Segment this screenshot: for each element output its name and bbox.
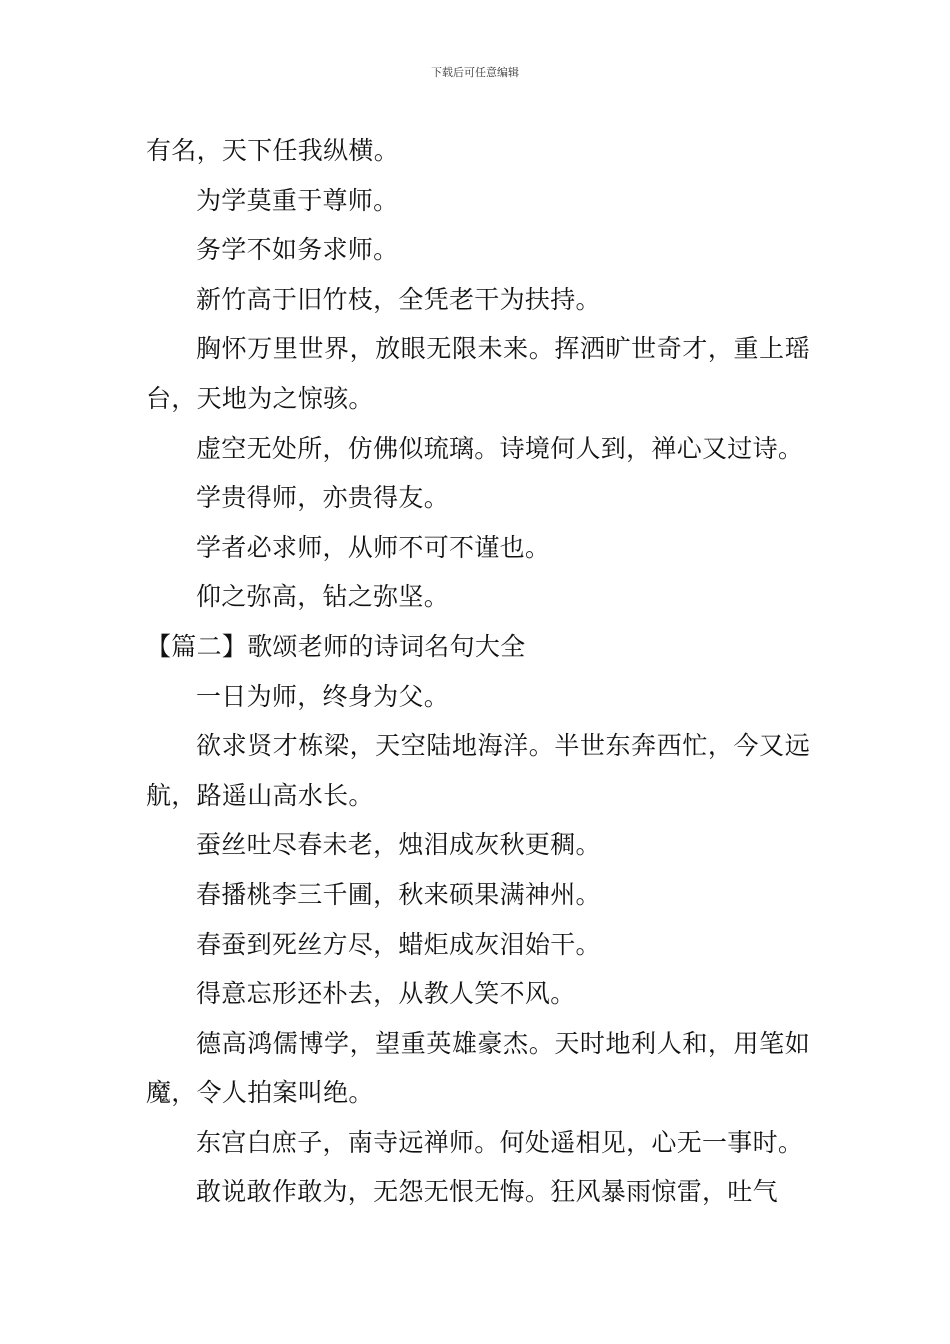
section-heading: 【篇二】歌颂老师的诗词名句大全 [146,631,526,661]
document-body [146,126,810,1217]
paragraph: 蚕丝吐尽春未老，烛泪成灰秋更稠。 [196,830,601,860]
paragraph: 有名，天下任我纵横。 [146,136,400,165]
paragraph: 欲求贤才栋梁，天空陆地海洋。半世东奔西忙，今又远航，路遥山高水长。 [146,731,810,810]
paragraph: 仰之弥高，钻之弥坚。 [196,582,450,612]
paragraph: 春蚕到死丝方尽，蜡炬成灰泪始干。 [196,929,601,959]
paragraph: 得意忘形还朴去，从教人笑不风。 [196,979,576,1009]
paragraph: 敢说敢作敢为，无怨无恨无悔。狂风暴雨惊雷，吐气 [196,1177,778,1207]
paragraph: 虚空无处所，仿佛似琉璃。诗境何人到，禅心又过诗。 [196,433,804,463]
paragraph: 东宫白庶子，南寺远禅师。何处遥相见，心无一事时。 [196,1127,804,1157]
paragraph: 胸怀万里世界，放眼无限未来。挥洒旷世奇才，重上瑶台，天地为之惊骇。 [146,334,810,413]
paragraph: 务学不如务求师。 [196,235,399,265]
paragraph: 新竹高于旧竹枝，全凭老干为扶持。 [196,284,601,314]
paragraph: 春播桃李三千圃，秋来硕果满神州。 [196,879,601,909]
paragraph: 学贵得师，亦贵得友。 [196,483,450,513]
page-header: 下载后可任意编辑 [431,66,519,79]
paragraph: 学者必求师，从师不可不谨也。 [196,532,551,562]
paragraph: 德高鸿儒博学，望重英雄豪杰。天时地利人和，用笔如魔，令人拍案叫绝。 [146,1028,810,1108]
paragraph: 一日为师，终身为父。 [196,681,450,711]
paragraph: 为学莫重于尊师。 [196,185,399,215]
